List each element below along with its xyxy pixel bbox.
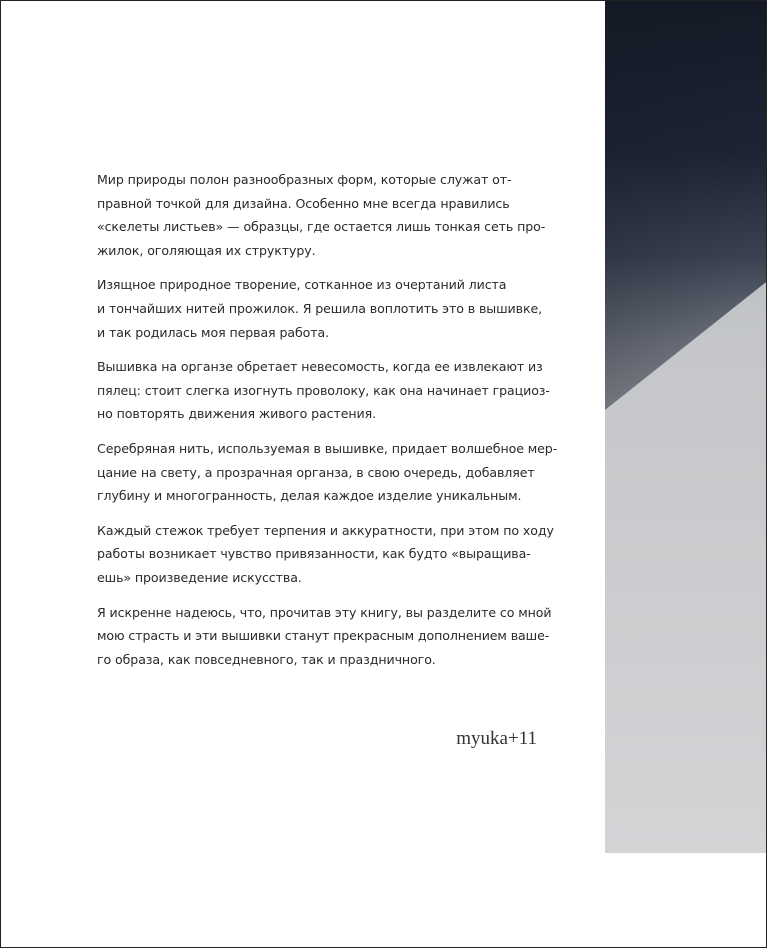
text-line: Серебряная нить, используемая в вышивке, придает волшебное мер- (97, 440, 558, 456)
text-line: Изящное природное творение, сотканное из очертаний листа (97, 277, 507, 293)
text-line: и тончайших нитей прожилок. Я решила воплотить это в вышивке, (97, 300, 543, 316)
text-line: но повторять движения живого растения. (97, 406, 376, 422)
text-line: Мир природы полон разнообразных форм, которые служат от- (97, 172, 512, 187)
text-line: «скелеты листьев» — образцы, где остается лишь тонкая сеть про- (97, 219, 546, 235)
text-line: Каждый стежок требует терпения и аккуратности, при этом по ходу (97, 522, 554, 538)
paragraph (97, 168, 547, 262)
paragraph (97, 519, 554, 590)
fabric-photo (605, 1, 766, 853)
text-line: Я искренне надеюсь, что, прочитав эту книгу, вы разделите со мной (97, 604, 552, 620)
text-line: Вышивка на органзе обретает невесомость, когда ее извлекают из (97, 359, 543, 375)
author-signature: myuka+11 (456, 728, 537, 749)
text-line: глубину и многогранность, делая каждое изделие уникальным. (97, 488, 522, 504)
text-line: мою страсть и эти вышивки станут прекрасным дополнением ваше- (97, 628, 550, 644)
paragraph (97, 437, 558, 508)
text-line: работы возникает чувство привязанности, как будто «выращива- (97, 546, 531, 562)
paragraph (97, 601, 552, 672)
paragraph (97, 355, 550, 426)
text-line: ешь» произведение искусства. (97, 569, 302, 585)
text-line: го образа, как повседневного, так и праздничного. (97, 651, 436, 667)
paragraph (97, 273, 547, 344)
text-line: правной точкой для дизайна. Особенно мне всегда нравились (97, 195, 510, 211)
text-line: пялец: стоит слегка изогнуть проволоку, как она начинает грациоз- (97, 382, 550, 398)
text-line: цание на свету, а прозрачная органза, в свою очередь, добавляет (97, 464, 535, 480)
text-line: жилок, оголяющая их структуру. (97, 242, 316, 258)
text-line: и так родилась моя первая работа. (97, 324, 329, 340)
body-text (97, 168, 558, 682)
